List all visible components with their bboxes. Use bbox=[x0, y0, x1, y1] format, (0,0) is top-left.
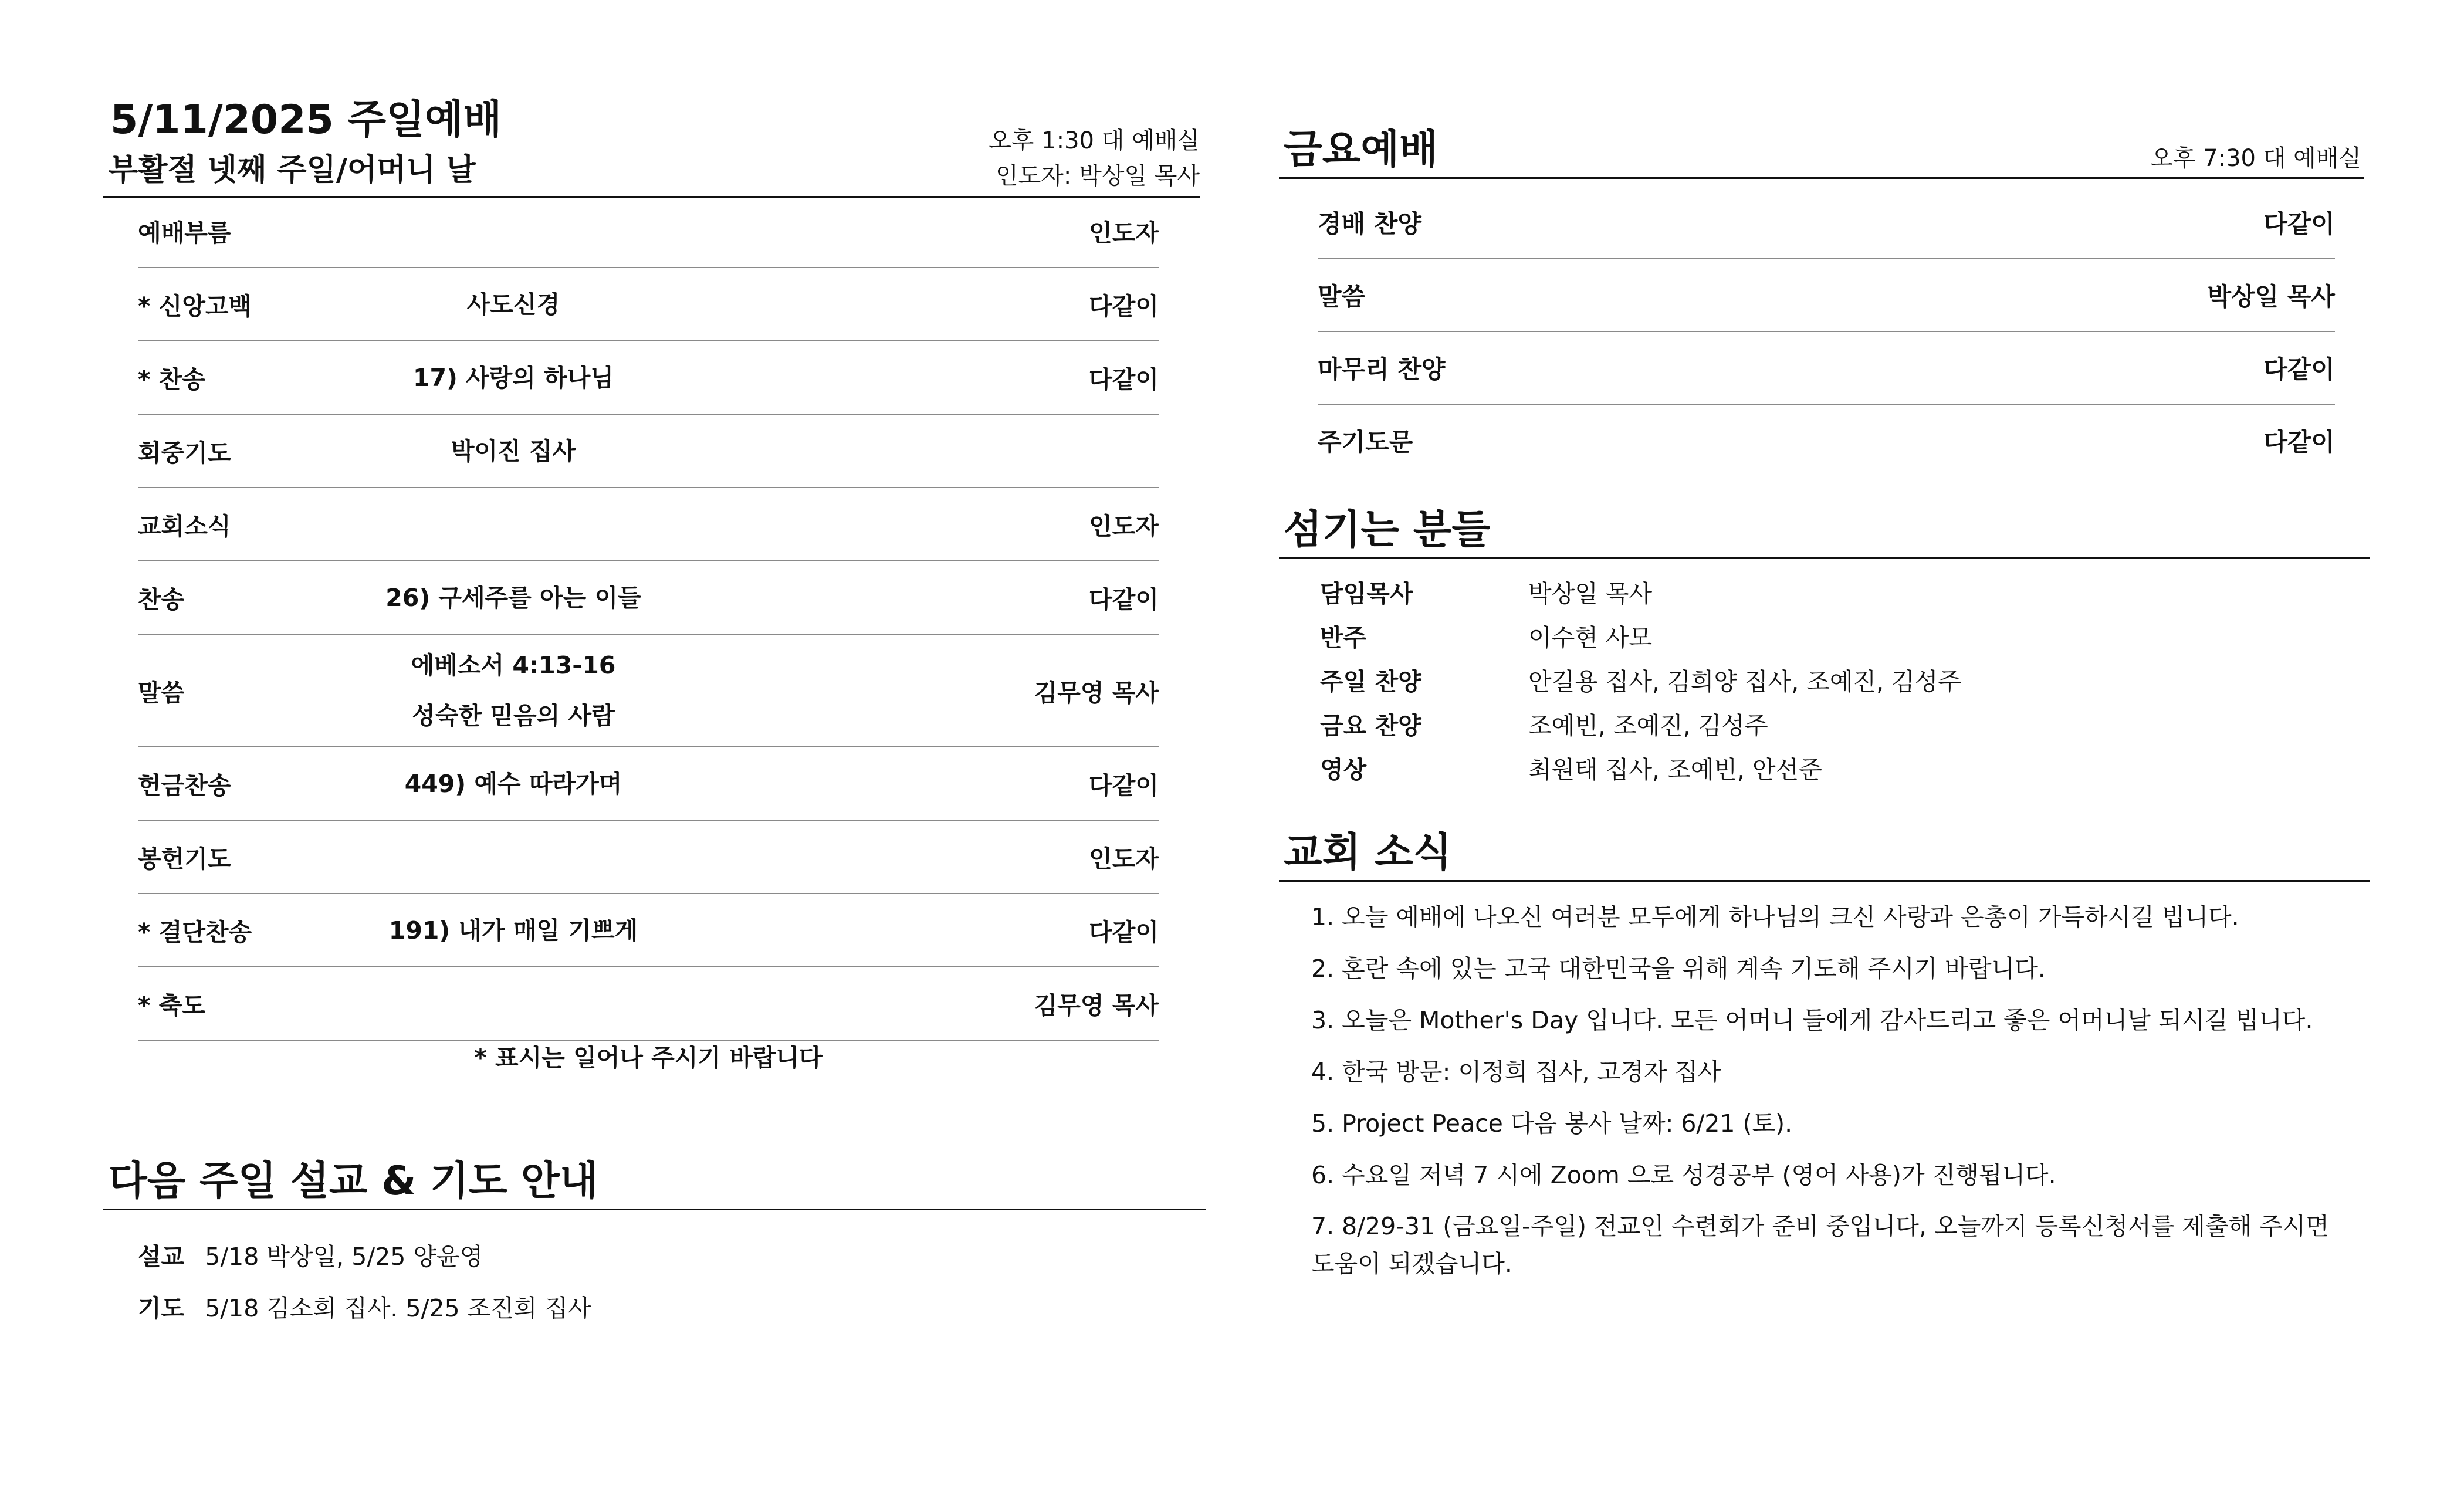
sunday-service-subtitle: 부활절 넷째 주일/어머니 날 bbox=[109, 153, 476, 188]
sunday-time-place: 오후 1:30 대 예배실 bbox=[989, 127, 1200, 154]
friday-row bbox=[1318, 332, 2335, 405]
friday-time-place: 오후 7:30 대 예배실 bbox=[2150, 145, 2361, 172]
order-leader: 다같이 bbox=[1089, 292, 1159, 320]
order-content: 449) 예수 따라가며 bbox=[404, 769, 622, 798]
order-item: 예배부름 bbox=[138, 219, 231, 247]
order-row bbox=[138, 415, 1159, 488]
order-item: 봉헌기도 bbox=[138, 845, 231, 873]
order-item: 말씀 bbox=[138, 678, 185, 707]
order-item: * 축도 bbox=[138, 991, 205, 1020]
order-row bbox=[138, 821, 1159, 894]
order-content: 사도신경 bbox=[466, 290, 560, 319]
order-row bbox=[138, 195, 1159, 268]
order-item: * 찬송 bbox=[138, 365, 205, 394]
news-item: 4. 한국 방문: 이정희 집사, 고경자 집사 bbox=[1311, 1058, 1721, 1086]
server-role: 주일 찬양 bbox=[1320, 668, 1421, 696]
scripture-reference: 에베소서 4:13-16 bbox=[411, 651, 616, 679]
order-row bbox=[138, 341, 1159, 415]
friday-item: 경배 찬양 bbox=[1318, 209, 1421, 238]
servers-header bbox=[1279, 503, 2370, 559]
server-role: 금요 찬양 bbox=[1320, 712, 1421, 740]
order-leader: 인도자 bbox=[1089, 845, 1159, 873]
order-of-worship bbox=[138, 195, 1159, 1041]
sermon-text: 5/18 박상일, 5/25 양윤영 bbox=[205, 1243, 483, 1271]
order-item: 찬송 bbox=[138, 585, 185, 614]
friday-leader: 다같이 bbox=[2263, 209, 2335, 238]
server-names: 조예빈, 조예진, 김성주 bbox=[1528, 712, 1768, 740]
order-leader: 인도자 bbox=[1089, 219, 1159, 247]
order-item: 헌금찬송 bbox=[138, 771, 231, 800]
news-heading: 교회 소식 bbox=[1284, 830, 1452, 876]
next-week-heading: 다음 주일 설교 & 기도 안내 bbox=[109, 1158, 598, 1204]
order-item: * 결단찬송 bbox=[138, 918, 252, 946]
order-row bbox=[138, 894, 1159, 967]
server-names: 안길용 집사, 김희양 집사, 조예진, 김성주 bbox=[1528, 668, 1961, 696]
next-week-header bbox=[103, 1155, 1206, 1210]
sunday-leader: 인도자: 박상일 목사 bbox=[995, 163, 1200, 189]
order-item: * 신앙고백 bbox=[138, 292, 252, 320]
server-role: 담임목사 bbox=[1320, 580, 1413, 608]
friday-heading: 금요예배 bbox=[1284, 127, 1438, 173]
sermon-title: 성숙한 믿음의 사람 bbox=[412, 702, 615, 730]
standing-note: * 표시는 일어나 주시기 바랍니다 bbox=[474, 1044, 823, 1072]
order-content: 17) 사랑의 하나님 bbox=[413, 363, 614, 392]
friday-leader: 다같이 bbox=[2263, 428, 2335, 456]
friday-row bbox=[1318, 187, 2335, 259]
order-row bbox=[138, 747, 1159, 821]
friday-row bbox=[1318, 259, 2335, 332]
next-prayer bbox=[138, 1282, 591, 1334]
prayer-label: 기도 bbox=[138, 1294, 185, 1322]
server-names: 박상일 목사 bbox=[1528, 580, 1653, 608]
order-leader: 다같이 bbox=[1089, 585, 1159, 614]
order-content: 191) 내가 매일 기쁘게 bbox=[388, 916, 638, 945]
friday-leader: 박상일 목사 bbox=[2207, 282, 2335, 311]
friday-row bbox=[1318, 405, 2335, 476]
friday-item: 말씀 bbox=[1318, 282, 1366, 311]
news-item: 3. 오늘은 Mother's Day 입니다. 모든 어머니 들에게 감사드리고 좋은 어머니날 되시길 빕니다. bbox=[1311, 1006, 2313, 1034]
news-item: 6. 수요일 저녁 7 시에 Zoom 으로 성경공부 (영어 사용)가 진행됩니다. bbox=[1311, 1161, 2056, 1189]
servers-heading: 섬기는 분들 bbox=[1284, 507, 1491, 553]
order-leader: 다같이 bbox=[1089, 771, 1159, 800]
order-leader: 다같이 bbox=[1089, 365, 1159, 394]
server-role: 반주 bbox=[1320, 624, 1367, 652]
friday-header bbox=[1279, 123, 2364, 179]
server-role: 영상 bbox=[1320, 756, 1367, 784]
order-leader: 다같이 bbox=[1089, 918, 1159, 946]
order-row bbox=[138, 488, 1159, 561]
order-row bbox=[138, 561, 1159, 635]
order-row bbox=[138, 268, 1159, 341]
news-item: 5. Project Peace 다음 봉사 날짜: 6/21 (토). bbox=[1311, 1109, 1793, 1138]
friday-leader: 다같이 bbox=[2263, 355, 2335, 384]
news-item: 1. 오늘 예배에 나오신 여러분 모두에게 하나님의 크신 사랑과 은총이 가득하시길 빕니다. bbox=[1311, 903, 2239, 931]
news-header bbox=[1279, 826, 2370, 882]
order-content: 박이진 집사 bbox=[451, 436, 576, 465]
order-content: 26) 구세주를 아는 이들 bbox=[385, 583, 641, 612]
news-item-continuation: 도움이 되겠습니다. bbox=[1311, 1250, 1512, 1278]
server-names: 최원태 집사, 조예빈, 안선준 bbox=[1528, 756, 1822, 784]
next-sermon bbox=[138, 1231, 483, 1282]
sermon-label: 설교 bbox=[138, 1243, 185, 1271]
order-item: 회중기도 bbox=[138, 439, 231, 467]
friday-item: 주기도문 bbox=[1318, 428, 1413, 456]
order-content bbox=[411, 635, 616, 746]
order-row bbox=[138, 635, 1159, 747]
order-row bbox=[138, 967, 1159, 1041]
order-leader: 김무영 목사 bbox=[1034, 678, 1159, 707]
prayer-text: 5/18 김소희 집사. 5/25 조진희 집사 bbox=[205, 1294, 591, 1322]
sunday-service-title: 5/11/2025 주일예배 bbox=[110, 97, 502, 143]
news-list bbox=[1311, 898, 2344, 1295]
news-item: 2. 혼란 속에 있는 고국 대한민국을 위해 계속 기도해 주시기 바랍니다. bbox=[1311, 955, 2046, 983]
server-names: 이수현 사모 bbox=[1528, 624, 1653, 652]
order-leader: 인도자 bbox=[1089, 512, 1159, 540]
news-item: 7. 8/29-31 (금요일-주일) 전교인 수련회가 준비 중입니다, 오늘까지 등록신청서를 제출해 주시면 bbox=[1311, 1212, 2329, 1240]
friday-order bbox=[1318, 187, 2335, 476]
friday-item: 마무리 찬양 bbox=[1318, 355, 1446, 384]
order-leader: 김무영 목사 bbox=[1034, 991, 1159, 1020]
order-item: 교회소식 bbox=[138, 512, 231, 540]
